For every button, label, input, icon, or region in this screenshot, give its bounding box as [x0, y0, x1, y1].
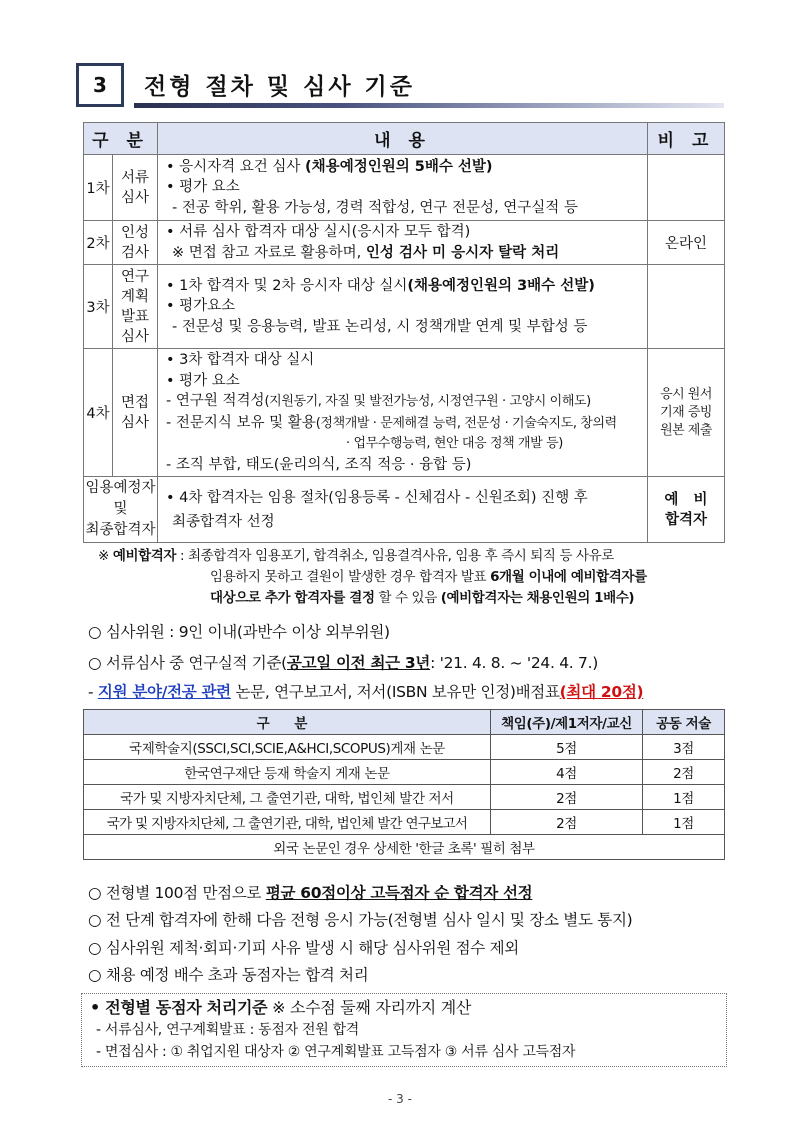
stage-content: • 3차 합격자 대상 실시 • 평가 요소 - 연구원 적격성(지원동기, 자질 및 발전가능성, 시정연구원 · 고양시 이해도) - 전문지식 보유 및 활용(정책개발 · 문제해결 능력, 전문성 · 기술숙지도, 창의력 · 업무수행능력, 현안 대응 정책 개발 등) - 조직 부합, 태도(윤리의식, 조직 적응 · 융합 등): [158, 349, 648, 477]
tie-pass-rule: ○ 채용 예정 배수 초과 동점자는 합격 처리: [88, 966, 369, 984]
header-lead-author: 책임(주)/제1저자/교신: [491, 710, 643, 735]
section-number: 3: [93, 73, 107, 97]
stage-label: 1차: [84, 155, 113, 221]
tie-break-criteria-box: • 전형별 동점자 처리기준 ※ 소수점 둘째 자리까지 계산 - 서류심사, 연구계획발표 : 동점자 전원 합격 - 면접심사 : ① 취업지원 대상자 ② 연구계획발표 고득점자 ③ 서류 심사 고득점자: [81, 993, 727, 1067]
research-score-table: [83, 709, 725, 860]
stage-remark: 응시 원서 기재 증빙 원본 제출: [648, 349, 725, 477]
stage-label: 4차: [84, 349, 113, 477]
stage-label: 2차: [84, 221, 113, 265]
table-row: 국제학술지(SSCI,SCI,SCIE,A&HCI,SCOPUS)게재 논문 5점 3점: [84, 735, 725, 760]
stage-label: 임용예정자 및 최종합격자: [84, 477, 158, 543]
table-row: 한국연구재단 등재 학술지 게재 논문 4점 2점: [84, 760, 725, 785]
stage-remark: [648, 155, 725, 221]
stage-name: 인성 검사: [113, 221, 158, 265]
procedure-table: [83, 122, 725, 543]
table-row-final: [84, 477, 725, 543]
stage-remark: [648, 265, 725, 349]
stage-name: 면접 심사: [113, 349, 158, 477]
passing-score-rule: ○ 전형별 100점 만점으로 평균 60점이상 고득점자 순 합격자 선정: [88, 884, 533, 902]
header-content: 내 용: [158, 123, 648, 155]
table-row-stage-3: [84, 265, 725, 349]
stage-content: • 4차 합격자는 임용 절차(임용등록 - 신체검사 - 신원조회) 진행 후 최종합격자 선정: [158, 477, 648, 543]
stage-name: 서류 심사: [113, 155, 158, 221]
score-table-header: [84, 710, 725, 735]
section-title: 전형 절차 및 심사 기준: [144, 74, 415, 100]
stage-content: • 1차 합격자 및 2차 응시자 대상 실시(채용예정인원의 3배수 선발) • 평가요소 - 전문성 및 응용능력, 발표 논리성, 시 정책개발 연계 및 부합성 등: [158, 265, 648, 349]
next-stage-rule: ○ 전 단계 합격자에 한해 다음 전형 응시 가능(전형별 심사 일시 및 장소 별도 통지): [88, 911, 633, 929]
table-row: 국가 및 지방자치단체, 그 출연기관, 대학, 법인체 발간 연구보고서 2점 1점: [84, 810, 725, 835]
section-title-underline: [134, 103, 724, 108]
stage-remark: 온라인: [648, 221, 725, 265]
stage-name: 연구 계획 발표 심사: [113, 265, 158, 349]
stage-content: • 서류 심사 합격자 대상 실시(응시자 모두 합격) ※ 면접 참고 자료로 활용하며, 인성 검사 미 응시자 탈락 처리: [158, 221, 648, 265]
score-table-footer: 외국 논문인 경우 상세한 '한글 초록' 필히 첨부: [84, 835, 725, 860]
header-remarks: 비 고: [648, 123, 725, 155]
header-category: 구 분: [84, 710, 491, 735]
table-row: 국가 및 지방자치단체, 그 출연기관, 대학, 법인체 발간 저서 2점 1점: [84, 785, 725, 810]
page-number: - 3 -: [388, 1092, 412, 1106]
committee-bullet: ○ 심사위원 : 9인 이내(과반수 이상 외부위원): [88, 623, 390, 641]
table-row-stage-2: [84, 221, 725, 265]
research-criteria-bullet: ○ 서류심사 중 연구실적 기준(공고일 이전 최근 3년: '21. 4. 8. ~ '24. 4. 7.): [88, 654, 598, 672]
table-row-stage-1: [84, 155, 725, 221]
procedure-table-header: [84, 123, 725, 155]
stage-remark: 예 비 합격자: [648, 477, 725, 543]
stage-content: • 응시자격 요건 심사 (채용예정인원의 5배수 선발) • 평가 요소 - 전공 학위, 활용 가능성, 경력 적합성, 연구 전문성, 연구실적 등: [158, 155, 648, 221]
stage-label: 3차: [84, 265, 113, 349]
header-co-author: 공동 저술: [643, 710, 725, 735]
recusal-rule: ○ 심사위원 제척·회피·기피 사유 발생 시 해당 심사위원 점수 제외: [88, 939, 519, 957]
header-category: 구 분: [84, 123, 158, 155]
scoring-table-caption: - 지원 분야/전공 관련 논문, 연구보고서, 저서(ISBN 보유만 인정)배점표(최대 20점): [88, 683, 644, 701]
reserve-candidate-footnote: ※ 예비합격자 : 최종합격자 임용포기, 합격취소, 임용결격사유, 임용 후 즉시 퇴직 등 사유로 임용하지 못하고 결원이 발생한 경우 합격자 발표 6개월 이내에 예비합격자를 대상으로 추가 합격자를 결정 할 수 있음 (예비합격자는 채용인원의 1배수): [98, 548, 647, 606]
section-number-box: [76, 63, 124, 107]
table-row-stage-4: [84, 349, 725, 477]
